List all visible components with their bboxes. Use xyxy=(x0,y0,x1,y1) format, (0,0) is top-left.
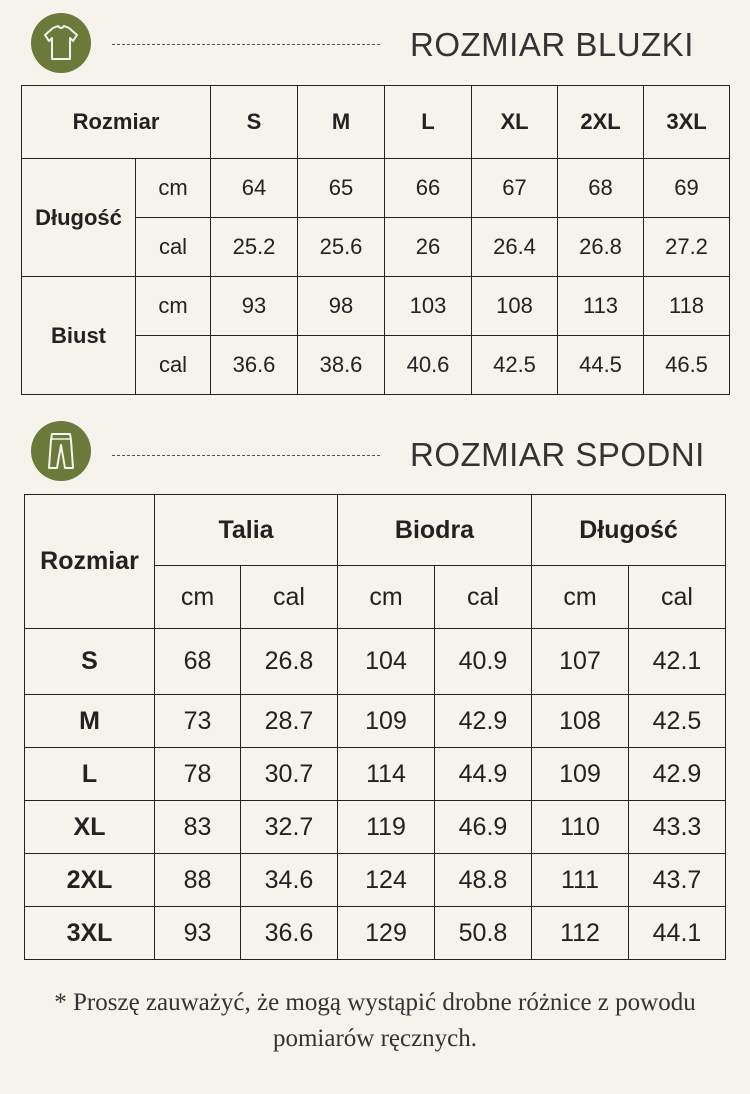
table-cell: 25.6 xyxy=(298,218,385,277)
table-cell: 25.2 xyxy=(211,218,298,277)
size-header: 2XL xyxy=(558,86,644,159)
table-cell: 48.8 xyxy=(435,854,532,907)
table-cell: 114 xyxy=(338,748,435,801)
unit-cell: cal xyxy=(136,218,211,277)
table-cell: 28.7 xyxy=(241,695,338,748)
measurement-note: * Proszę zauważyć, że mogą wystąpić drobne różnice z powodu pomiarów ręcznych. xyxy=(54,989,696,1052)
header-rozmiar: Rozmiar xyxy=(22,86,211,159)
blouse-title: ROZMIAR BLUZKI xyxy=(410,26,694,63)
table-cell: 103 xyxy=(385,277,472,336)
size-header: M xyxy=(298,86,385,159)
table-cell: 42.5 xyxy=(629,695,726,748)
table-cell: 26.4 xyxy=(472,218,558,277)
pants-title: ROZMIAR SPODNI xyxy=(410,436,705,473)
blouse-size-table xyxy=(21,85,730,395)
table-cell: 68 xyxy=(558,159,644,218)
table-cell: 40.6 xyxy=(385,336,472,395)
table-cell: 43.3 xyxy=(629,801,726,854)
table-cell: 42.9 xyxy=(629,748,726,801)
size-label: XL xyxy=(25,801,155,854)
table-cell: 44.9 xyxy=(435,748,532,801)
title-divider xyxy=(112,44,380,45)
size-label: M xyxy=(25,695,155,748)
table-cell: 110 xyxy=(532,801,629,854)
unit-cell: cm xyxy=(155,566,241,629)
table-cell: 93 xyxy=(211,277,298,336)
table-cell: 108 xyxy=(472,277,558,336)
table-cell: 36.6 xyxy=(211,336,298,395)
table-cell: 64 xyxy=(211,159,298,218)
table-cell: 73 xyxy=(155,695,241,748)
size-header: S xyxy=(211,86,298,159)
table-cell: 42.5 xyxy=(472,336,558,395)
size-label: S xyxy=(25,629,155,695)
group-header-length: Długość xyxy=(532,495,726,566)
table-cell: 40.9 xyxy=(435,629,532,695)
table-cell: 78 xyxy=(155,748,241,801)
table-cell: 88 xyxy=(155,854,241,907)
table-cell: 107 xyxy=(532,629,629,695)
table-cell: 104 xyxy=(338,629,435,695)
table-cell: 27.2 xyxy=(644,218,730,277)
table-cell: 42.1 xyxy=(629,629,726,695)
unit-cell: cal xyxy=(629,566,726,629)
tshirt-icon xyxy=(31,13,91,73)
table-cell: 44.5 xyxy=(558,336,644,395)
unit-cell: cm xyxy=(532,566,629,629)
title-divider xyxy=(112,455,380,456)
table-cell: 68 xyxy=(155,629,241,695)
unit-cell: cal xyxy=(136,336,211,395)
pants-icon xyxy=(31,421,91,481)
unit-cell: cal xyxy=(241,566,338,629)
table-cell: 113 xyxy=(558,277,644,336)
table-cell: 108 xyxy=(532,695,629,748)
table-cell: 109 xyxy=(532,748,629,801)
table-cell: 36.6 xyxy=(241,907,338,960)
table-cell: 26 xyxy=(385,218,472,277)
pants-size-table xyxy=(24,494,726,960)
table-cell: 112 xyxy=(532,907,629,960)
table-cell: 119 xyxy=(338,801,435,854)
unit-cell: cal xyxy=(435,566,532,629)
table-cell: 42.9 xyxy=(435,695,532,748)
table-cell: 44.1 xyxy=(629,907,726,960)
table-cell: 34.6 xyxy=(241,854,338,907)
table-cell: 118 xyxy=(644,277,730,336)
table-cell: 26.8 xyxy=(241,629,338,695)
table-cell: 26.8 xyxy=(558,218,644,277)
group-header-hips: Biodra xyxy=(338,495,532,566)
table-cell: 69 xyxy=(644,159,730,218)
unit-cell: cm xyxy=(136,159,211,218)
table-cell: 66 xyxy=(385,159,472,218)
table-cell: 65 xyxy=(298,159,385,218)
table-cell: 83 xyxy=(155,801,241,854)
table-cell: 93 xyxy=(155,907,241,960)
unit-cell: cm xyxy=(136,277,211,336)
size-label: 3XL xyxy=(25,907,155,960)
table-cell: 30.7 xyxy=(241,748,338,801)
table-cell: 46.9 xyxy=(435,801,532,854)
header-rozmiar: Rozmiar xyxy=(25,495,155,629)
table-cell: 38.6 xyxy=(298,336,385,395)
size-header: L xyxy=(385,86,472,159)
table-cell: 46.5 xyxy=(644,336,730,395)
table-cell: 124 xyxy=(338,854,435,907)
table-cell: 50.8 xyxy=(435,907,532,960)
size-label: 2XL xyxy=(25,854,155,907)
size-label: L xyxy=(25,748,155,801)
row-label-length: Długość xyxy=(22,159,136,277)
unit-cell: cm xyxy=(338,566,435,629)
table-cell: 98 xyxy=(298,277,385,336)
table-cell: 109 xyxy=(338,695,435,748)
table-cell: 43.7 xyxy=(629,854,726,907)
table-cell: 129 xyxy=(338,907,435,960)
size-header: 3XL xyxy=(644,86,730,159)
group-header-waist: Talia xyxy=(155,495,338,566)
size-header: XL xyxy=(472,86,558,159)
table-cell: 32.7 xyxy=(241,801,338,854)
row-label-bust: Biust xyxy=(22,277,136,395)
table-cell: 111 xyxy=(532,854,629,907)
table-cell: 67 xyxy=(472,159,558,218)
